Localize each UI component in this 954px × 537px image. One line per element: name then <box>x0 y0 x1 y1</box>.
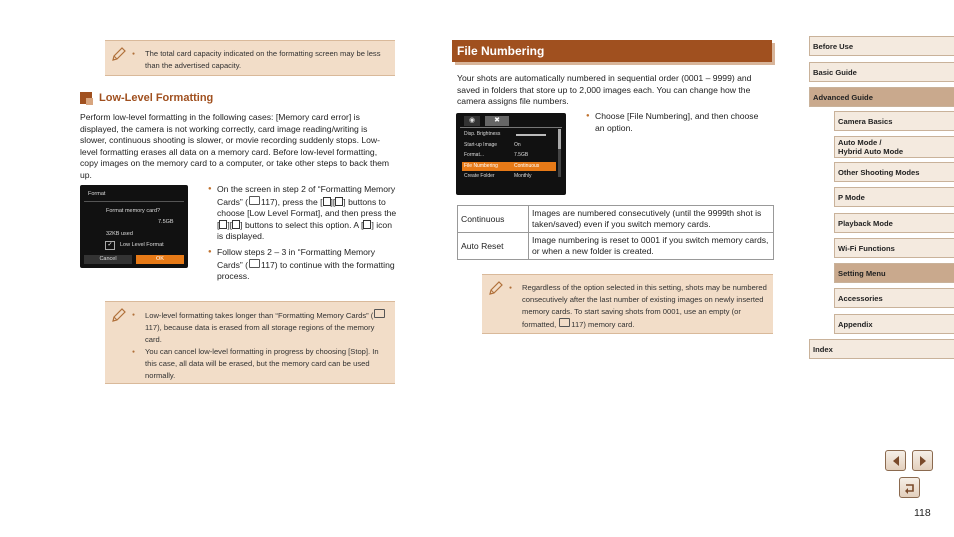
table-cell-option: Auto Reset <box>458 233 529 260</box>
page-number: 118 <box>914 507 931 519</box>
file-numbering-heading: File Numbering <box>457 44 545 58</box>
menu-row-label: File Numbering <box>464 162 498 169</box>
sidebar-item-accessories[interactable]: Accessories <box>834 288 954 308</box>
table-cell-option: Continuous <box>458 206 529 233</box>
note-item: ● The total card capacity indicated on the formatting screen may be less than the advertised capacity. <box>131 48 389 72</box>
sidebar-item-auto-mode[interactable]: Auto Mode / Hybrid Auto Mode <box>834 136 954 158</box>
file-numbering-note <box>482 274 773 334</box>
menu-row <box>462 141 556 150</box>
camera-tab-icon: ◉ <box>464 116 480 126</box>
file-numbering-paragraph: Your shots are automatically numbered in sequential order (0001 – 9999) and saved in folders that store up to 2,000 images each. You can change how the camera assigns file numbers. <box>457 73 752 107</box>
table-row <box>458 233 774 260</box>
format-screen <box>80 185 188 268</box>
format-question: Format memory card? <box>106 208 161 214</box>
menu-row <box>462 172 556 181</box>
sidebar-item-other-shooting-modes[interactable]: Other Shooting Modes <box>834 162 954 182</box>
menu-row-value: 7.5GB <box>514 152 529 158</box>
menu-row <box>462 162 556 171</box>
capacity-note <box>105 40 395 76</box>
table-cell-desc: Images are numbered consecutively (until the 9999th shot is taken/saved) even if you switch memory cards. <box>529 206 774 233</box>
file-numbering-table <box>457 205 774 260</box>
low-level-paragraph: Perform low-level formatting in the following cases: [Memory card error] is displayed, the camera is not working correctly, card image reading/writing is slower, continuous shooting is slower, or movie recording suddenly stops. Low-level formatting erases all data on a memory card. Before low-level formatting, copy images on the memory card to a computer, or take other steps to back them up. <box>80 112 390 180</box>
menu-row-value: Continuous <box>514 162 540 169</box>
menu-row-value: Monthly <box>514 173 532 179</box>
menu-screen <box>456 113 566 195</box>
low-level-note <box>105 301 395 384</box>
cancel-button: Cancel <box>84 255 132 264</box>
low-level-heading: Low-Level Formatting <box>99 92 214 104</box>
sidebar-item-camera-basics[interactable]: Camera Basics <box>834 111 954 131</box>
up-button-icon <box>323 197 331 206</box>
down-button-icon <box>335 197 343 206</box>
arrow-left-icon <box>891 455 901 467</box>
sidebar-item-wifi-functions[interactable]: Wi-Fi Functions <box>834 238 954 258</box>
menu-divider <box>460 127 562 128</box>
sidebar-item-playback-mode[interactable]: Playback Mode <box>834 213 954 233</box>
sidebar-item-setting-menu[interactable]: Setting Menu <box>834 263 954 283</box>
menu-row-value: On <box>514 141 521 148</box>
pencil-icon <box>111 307 127 323</box>
low-level-steps <box>208 184 398 287</box>
menu-scroll-thumb <box>558 129 561 149</box>
book-icon <box>249 196 260 205</box>
ok-button: OK <box>136 255 184 264</box>
section-icon-shadow <box>86 98 93 105</box>
checkbox-icon: ✓ <box>105 241 115 250</box>
menu-row <box>462 151 556 160</box>
right-button-icon <box>232 220 240 229</box>
table-cell-desc: Image numbering is reset to 0001 if you switch memory cards, or when a new folder is created. <box>529 233 774 260</box>
left-button-icon <box>219 220 227 229</box>
brightness-bar <box>516 134 546 136</box>
note-item: ● Low-level formatting takes longer than “Formatting Memory Cards” (117), because data is erased from all storage regions of the memory card. <box>131 309 389 346</box>
sidebar-item-before-use[interactable]: Before Use <box>809 36 954 56</box>
note-item: ● You can cancel low-level formatting in progress by choosing [Stop]. In this case, all data will be erased, but the memory card can be used normally. <box>131 346 389 382</box>
book-icon <box>249 259 260 268</box>
arrow-right-icon <box>918 455 928 467</box>
book-icon <box>374 309 385 318</box>
return-icon <box>903 482 916 494</box>
sidebar-item-advanced-guide[interactable]: Advanced Guide <box>809 87 954 107</box>
return-button[interactable] <box>899 477 920 498</box>
menu-row-label: Disp. Brightness <box>464 131 501 137</box>
book-icon <box>559 318 570 327</box>
file-numbering-heading-bar <box>452 40 772 62</box>
menu-row-label: Format... <box>464 152 485 158</box>
step-2: ● Follow steps 2 – 3 in “Formatting Memory Cards” ( 117) to continue with the formatting process. <box>208 247 398 283</box>
settings-tab-icon: ✖ <box>485 116 509 126</box>
sidebar-item-basic-guide[interactable]: Basic Guide <box>809 62 954 82</box>
format-screen-title: Format <box>88 191 106 197</box>
check-icon <box>363 220 371 229</box>
sidebar-item-p-mode[interactable]: P Mode <box>834 187 954 207</box>
pencil-icon <box>488 280 504 296</box>
menu-row-label: Start-up Image <box>464 141 498 148</box>
menu-row-label: Create Folder <box>464 173 495 179</box>
step-1: ● Choose [File Numbering], and then choose an option. <box>586 111 761 134</box>
previous-page-button[interactable] <box>885 450 906 471</box>
sidebar-item-index[interactable]: Index <box>809 339 954 359</box>
table-row <box>458 206 774 233</box>
format-option: Low Level Format <box>120 242 164 248</box>
note-item: ● Regardless of the option selected in this setting, shots may be numbered consecutively after the last number of existing images on newly inserted memory cards. To start saving shots from 0001, use an empty (or formatted, 117) memory card. <box>508 282 768 331</box>
step-1: ● On the screen in step 2 of “Formatting Memory Cards” ( 117), press the [ ][ ] buttons to choose [Low Level Format], and then press the [ ][ ] buttons to select this option. A [ ] icon is displayed. <box>208 184 398 243</box>
sidebar-item-appendix[interactable]: Appendix <box>834 314 954 334</box>
next-page-button[interactable] <box>912 450 933 471</box>
format-used: 32KB used <box>106 231 133 237</box>
format-screen-divider <box>84 201 184 202</box>
pencil-icon <box>111 46 127 62</box>
format-capacity: 7.5GB <box>158 219 174 225</box>
file-numbering-steps <box>586 111 761 138</box>
menu-row <box>462 130 556 139</box>
